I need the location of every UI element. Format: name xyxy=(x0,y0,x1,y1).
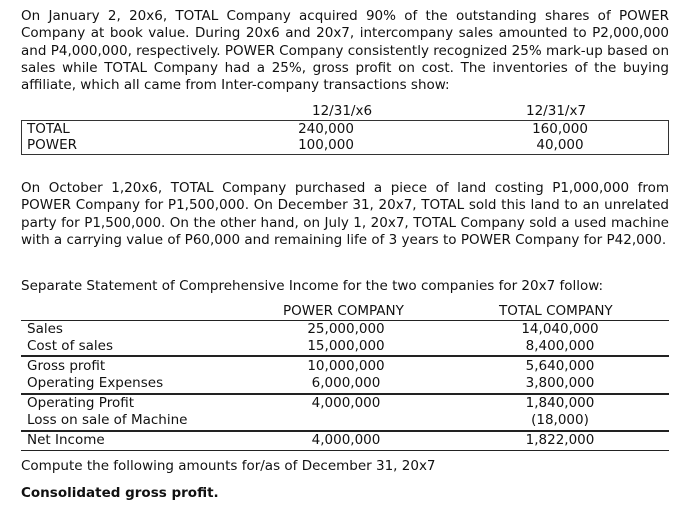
statement-row-operating-expenses xyxy=(21,375,669,393)
inventory-row-power xyxy=(21,137,669,154)
statement-row-net-income xyxy=(21,432,669,450)
statement-value-total: 3,800,000 xyxy=(525,375,595,391)
statement-row-label: Net Income xyxy=(27,432,105,448)
inventory-table-bottom-rule xyxy=(21,154,669,155)
statement-value-total: 14,040,000 xyxy=(521,321,599,337)
statement-value-power: 15,000,000 xyxy=(307,338,385,354)
question-text: Consolidated gross profit. xyxy=(21,485,219,501)
statement-row-cost-of-sales xyxy=(21,338,669,356)
statement-value-power: 6,000,000 xyxy=(311,375,381,391)
statement-gross-profit-rule xyxy=(21,355,669,357)
statement-value-total: (18,000) xyxy=(531,412,589,428)
inventory-row-total xyxy=(21,121,669,138)
inventory-value-x6: 240,000 xyxy=(298,121,354,137)
statement-row-label: Operating Expenses xyxy=(27,375,164,391)
compute-instruction: Compute the following amounts for/as of December 31, 20x7 xyxy=(21,458,436,474)
statement-row-operating-profit xyxy=(21,395,669,413)
statement-value-total: 8,400,000 xyxy=(525,338,595,354)
statement-value-power: 4,000,000 xyxy=(311,395,381,411)
statement-row-label: Sales xyxy=(27,321,63,337)
statement-header-total: TOTAL COMPANY xyxy=(499,303,613,319)
statement-row-sales xyxy=(21,321,669,339)
statement-value-total: 1,840,000 xyxy=(525,395,595,411)
statement-row-label: Cost of sales xyxy=(27,338,114,354)
statement-value-power: 4,000,000 xyxy=(311,432,381,448)
intro-paragraph: On January 2, 20x6, TOTAL Company acquired 90% of the outstanding shares of POWER Company at book value. During 20x6 and 20x7, intercompany sales amounted to P2,000,000 and P4,000,000, respectively. POWER Company consistently recognized 25% mark-up based on sales while TOTAL Company had a 25%, gross profit on cost. The inventories of the buying affiliate, which all came from Inter-company transactions show: xyxy=(21,8,669,94)
inventory-value-x7: 160,000 xyxy=(532,121,588,137)
inventory-header-x6: 12/31/x6 xyxy=(312,103,373,119)
statement-row-label: Loss on sale of Machine xyxy=(27,412,188,428)
statement-value-total: 1,822,000 xyxy=(525,432,595,448)
inventory-value-x7: 40,000 xyxy=(536,137,584,153)
statement-row-loss-on-sale xyxy=(21,412,669,430)
statement-header-power: POWER COMPANY xyxy=(283,303,404,319)
land-paragraph: On October 1,20x6, TOTAL Company purchased a piece of land costing P1,000,000 from POWER Company for P1,500,000. On December 31, 20x7, TOTAL sold this land to an unrelated party for P1,500,000. On the other hand, on July 1, 20x7, TOTAL Company sold a used machine with a carrying value of P60,000 and remaining life of 3 years to POWER Company for P42,000. xyxy=(21,180,669,248)
statement-row-label: Gross profit xyxy=(27,358,106,374)
statement-intro: Separate Statement of Comprehensive Income for the two companies for 20x7 follow: xyxy=(21,278,604,294)
inventory-row-label: TOTAL xyxy=(27,121,70,137)
statement-row-label: Operating Profit xyxy=(27,395,134,411)
inventory-header-x7: 12/31/x7 xyxy=(526,103,587,119)
statement-value-power: 25,000,000 xyxy=(307,321,385,337)
inventory-value-x6: 100,000 xyxy=(298,137,354,153)
inventory-row-label: POWER xyxy=(27,137,78,153)
statement-value-power: 10,000,000 xyxy=(307,358,385,374)
statement-bottom-rule xyxy=(21,450,669,451)
statement-value-total: 5,640,000 xyxy=(525,358,595,374)
statement-row-gross-profit xyxy=(21,358,669,376)
